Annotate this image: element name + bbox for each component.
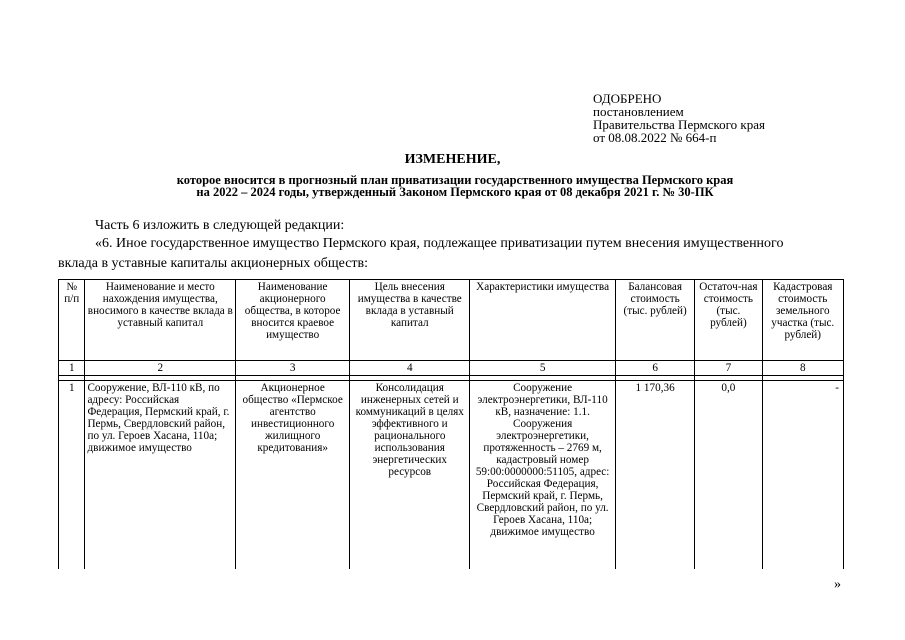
property-name-cell: Сооружение, ВЛ-110 кВ, по адресу: Российская Федерация, Пермский край, г. Пермь, Свердловский район, по ул. Героев Хасана, 110а; движимое имущество bbox=[85, 381, 236, 570]
table-row bbox=[59, 381, 844, 570]
table-column-number-row bbox=[59, 361, 844, 376]
approval-line: Правительства Пермского края bbox=[593, 117, 765, 132]
row-number-cell: 1 bbox=[59, 381, 85, 570]
subtitle-line: которое вносится в прогнозный план приватизации государственного имущества Пермского края bbox=[176, 173, 734, 187]
header-cell: Наименование акционерного общества, в которое вносится краевое имущество bbox=[236, 280, 350, 361]
column-number-cell: 4 bbox=[350, 361, 470, 376]
column-number-cell: 3 bbox=[236, 361, 350, 376]
approval-line: от 08.08.2022 № 664-п bbox=[593, 130, 717, 145]
header-cell: Остаточ-ная стоимость (тыс. рублей) bbox=[695, 280, 762, 361]
subtitle-line: на 2022 – 2024 годы, утвержденный Законом Пермского края от 08 декабря 2021 г. № 30-ПК bbox=[196, 185, 714, 199]
cadastral-value-cell: - bbox=[762, 381, 844, 570]
header-cell: № п/п bbox=[59, 280, 85, 361]
purpose-cell: Консолидация инженерных сетей и коммуникаций в целях эффективного и рационального использования энергетических ресурсов bbox=[350, 381, 470, 570]
document-subtitle bbox=[60, 174, 850, 198]
paragraph-item-6-line1: «6. Иное государственное имущество Пермского края, подлежащее приватизации путем внесения имущественного bbox=[95, 236, 784, 251]
column-number-cell: 8 bbox=[762, 361, 844, 376]
table-header-row bbox=[59, 280, 844, 361]
header-cell: Цель внесения имущества в качестве вклада в уставный капитал bbox=[350, 280, 470, 361]
column-number-cell: 1 bbox=[59, 361, 85, 376]
column-number-cell: 2 bbox=[85, 361, 236, 376]
characteristics-cell: Сооружение электроэнергетики, ВЛ-110 кВ, назначение: 1.1. Сооружения электроэнергетики, протяженность – 2769 м, кадастровый номер 59:00:0000000:51105, адрес: Российская Федерация, Пермский край, г. Пермь, Свердловский район, по ул. Героев Хасана, 110а; движимое имущество bbox=[470, 381, 616, 570]
company-cell: Акционерное общество «Пермское агентство инвестиционного жилищного кредитования» bbox=[236, 381, 350, 570]
column-number-cell: 5 bbox=[470, 361, 616, 376]
header-cell: Балансовая стоимость (тыс. рублей) bbox=[615, 280, 694, 361]
balance-value-cell: 1 170,36 bbox=[615, 381, 694, 570]
approval-line: ОДОБРЕНО bbox=[593, 91, 662, 106]
header-cell: Характеристики имущества bbox=[470, 280, 616, 361]
header-cell: Наименование и место нахождения имущества, вносимого в качестве вклада в уставный капитал bbox=[85, 280, 236, 361]
document-title: ИЗМЕНЕНИЕ, bbox=[404, 152, 501, 167]
header-cell: Кадастровая стоимость земельного участка (тыс. рублей) bbox=[762, 280, 844, 361]
residual-value-cell: 0,0 bbox=[695, 381, 762, 570]
paragraph-item-6-line2: вклада в уставные капиталы акционерных обществ: bbox=[58, 256, 369, 271]
approval-block bbox=[593, 92, 833, 144]
approval-line: постановлением bbox=[593, 104, 684, 119]
column-number-cell: 7 bbox=[695, 361, 762, 376]
column-number-cell: 6 bbox=[615, 361, 694, 376]
property-table bbox=[58, 279, 844, 569]
paragraph-instruction: Часть 6 изложить в следующей редакции: bbox=[95, 218, 345, 233]
continuation-mark: » bbox=[834, 577, 841, 592]
